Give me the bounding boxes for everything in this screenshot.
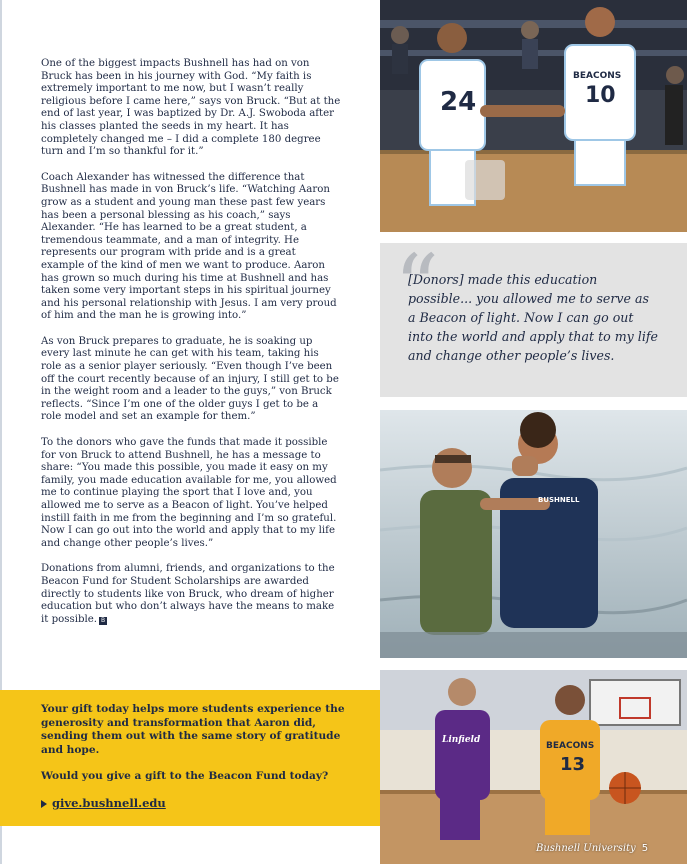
pull-quote bbox=[380, 235, 687, 397]
article-paragraph: As von Bruck prepares to graduate, he is soaking up every last minute he can get with his team, taking his role as a senior player seriously. “Even though I’ve been off the court recently because of an injury, I still get to be in the weight room and a leader to the guys,” von Bruck reflects. “Since I’m one of the older guys I get to be a role model and set an example for them.” bbox=[41, 335, 339, 423]
article-paragraph: Donations from alumni, friends, and organizations to the Beacon Fund for Student Scholarships are awarded directly to students like von Bruck, who dream of higher education but who don’t always have the means to make it possible. bbox=[41, 563, 335, 625]
jersey-number: 10 bbox=[585, 83, 616, 108]
jersey-number: 13 bbox=[560, 754, 586, 775]
photo-baptism bbox=[380, 410, 687, 658]
shirt-logo: BUSHNELL bbox=[538, 496, 580, 504]
article-paragraph: Coach Alexander has witnessed the difference that Bushnell has made in von Bruck’s life. “Watching Aaron grow as a student and young man these past few years has been a personal blessing as his coach,” says Alexander. “He has learned to be a great student, a tremendous teammate, and a man of integrity. He represents our program with pride and is a great example of the kind of men we want to produce. Aaron has grown so much during his time at Bushnell and has taken some very important steps in his spiritual journey and his personal relationship with Jesus. I am very proud of him and the man he is growing into.” bbox=[41, 171, 337, 322]
jersey-team: BEACONS bbox=[546, 741, 595, 751]
article-paragraph: To the donors who gave the funds that made it possible for von Bruck to attend Bushnell, he has a message to share: “You made this possible, you made it easy on my family, you made education available for me, you allowed me to continue playing the sport that I love and, you allowed me to serve as a Beacon of light. You’ve helped instill faith in me from the beginning and I’m so grateful. Now I can go out into the world and apply that to my life and change other people’s lives.” bbox=[41, 437, 337, 549]
article-paragraph: One of the biggest impacts Bushnell has had on von Bruck has been in his journey with God. “My faith is extremely important to me now, but I wasn’t really religious before I came here,” says von Bruck. “But at the end of last year, I was baptized by Dr. A.J. Swoboda after his classes planted the seeds in my heart. It has completely changed me – I did a complete 180 degree turn and I’m so thankful for it.” bbox=[41, 58, 341, 158]
give-link[interactable] bbox=[41, 797, 351, 811]
donation-callout bbox=[0, 690, 380, 826]
article-paragraph-last bbox=[41, 563, 341, 626]
callout-question: Would you give a gift to the Beacon Fund today? bbox=[41, 770, 329, 783]
page-footer bbox=[536, 843, 648, 854]
pull-quote-text: [Donors] made this education possible... you allowed me to serve as a Beacon of light. Now I can go out into the world and apply that to my life and change other people’s lives. bbox=[408, 272, 658, 363]
jersey-number: 24 bbox=[440, 87, 477, 117]
jersey-team: BEACONS bbox=[573, 71, 622, 81]
photo-players-handshake bbox=[380, 0, 687, 232]
publication-name: Bushnell University bbox=[536, 843, 636, 854]
quote-mark-icon: “ bbox=[394, 235, 439, 338]
article-body bbox=[41, 58, 341, 639]
photo-game-action bbox=[380, 670, 687, 864]
end-mark-icon: B bbox=[100, 616, 106, 624]
give-link-text[interactable]: give.bushnell.edu bbox=[52, 795, 166, 810]
arrow-right-icon bbox=[41, 800, 47, 808]
callout-message: Your gift today helps more students experience the generosity and transformation that Aaron did, sending them out with the same story of gratitude and hope. bbox=[41, 703, 345, 756]
jersey-team: Linfield bbox=[442, 735, 481, 745]
page-number: 5 bbox=[641, 843, 649, 854]
